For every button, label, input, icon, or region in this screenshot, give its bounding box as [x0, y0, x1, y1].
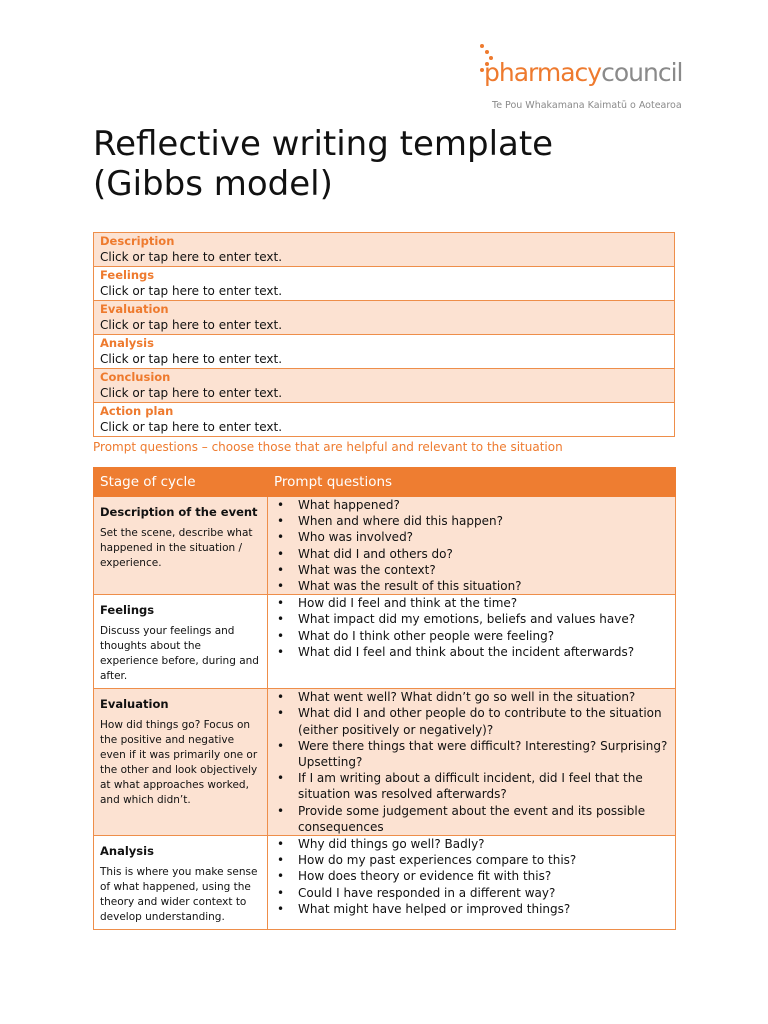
entry-text-field[interactable]: Click or tap here to enter text. [100, 318, 283, 332]
logo-word-part1: pharmacy [484, 58, 602, 87]
stage-row-description [94, 497, 676, 595]
logo-wordmark [484, 58, 682, 87]
pharmacy-council-logo [478, 42, 683, 114]
entry-row-feelings [94, 267, 675, 301]
question-item: • When and where did this happen? [274, 513, 669, 529]
stage-name: Evaluation [100, 697, 169, 712]
question-list [268, 836, 675, 917]
question-item: • Could I have responded in a different way? [274, 885, 669, 901]
question-list [268, 497, 675, 594]
entry-text-field[interactable]: Click or tap here to enter text. [100, 284, 283, 298]
stage-row-feelings [94, 595, 676, 689]
entry-text-field[interactable]: Click or tap here to enter text. [100, 352, 283, 366]
stage-prompt-table [93, 467, 676, 930]
entry-label: Analysis [100, 336, 154, 350]
question-item: • Provide some judgement about the event and its possible consequences [274, 803, 669, 835]
stage-row-evaluation [94, 689, 676, 836]
question-item: • What went well? What didn’t go so well in the situation? [274, 689, 669, 705]
stage-table-header [94, 468, 676, 497]
logo-tagline: Te Pou Whakamana Kaimatū o Aotearoa [492, 100, 682, 111]
question-item: • If I am writing about a difficult incident, did I feel that the situation was resolved afterwards? [274, 770, 669, 802]
entry-row-description [94, 233, 675, 267]
stage-name: Analysis [100, 844, 154, 859]
header-prompt-questions: Prompt questions [268, 468, 676, 497]
entry-label: Conclusion [100, 370, 171, 384]
entry-label: Feelings [100, 268, 155, 282]
entry-row-conclusion [94, 369, 675, 403]
question-item: • How did I feel and think at the time? [274, 595, 669, 611]
prompt-note: Prompt questions – choose those that are helpful and relevant to the situation [93, 440, 563, 454]
entry-row-analysis [94, 335, 675, 369]
stage-description: Set the scene, describe what happened in the situation / experience. [100, 527, 253, 569]
entry-text-field[interactable]: Click or tap here to enter text. [100, 420, 283, 434]
stage-row-analysis [94, 836, 676, 930]
stage-description: This is where you make sense of what happened, using the theory and wider context to develop understanding. [100, 866, 258, 924]
question-item: • What did I and other people do to contribute to the situation (either positively or negatively)? [274, 705, 669, 737]
entry-label: Action plan [100, 404, 174, 418]
title-line-2: (Gibbs model) [93, 164, 333, 204]
question-item: • How does theory or evidence fit with this? [274, 868, 669, 884]
question-item: • What was the result of this situation? [274, 578, 669, 594]
question-list [268, 595, 675, 660]
stage-name: Feelings [100, 603, 155, 618]
stage-name: Description of the event [100, 505, 258, 519]
question-item: • What did I feel and think about the incident afterwards? [274, 644, 669, 660]
question-item: • Why did things go well? Badly? [274, 836, 669, 852]
entry-label: Evaluation [100, 302, 169, 316]
question-item: • What happened? [274, 497, 669, 513]
entry-row-evaluation [94, 301, 675, 335]
question-item: • How do my past experiences compare to this? [274, 852, 669, 868]
question-list [268, 689, 675, 835]
question-item: • What might have helped or improved things? [274, 901, 669, 917]
question-item: • What was the context? [274, 562, 669, 578]
header-stage-of-cycle: Stage of cycle [94, 468, 268, 497]
entry-row-action-plan [94, 403, 675, 437]
entry-label: Description [100, 234, 175, 248]
stage-description: Discuss your feelings and thoughts about the experience before, during and after. [100, 625, 259, 683]
question-item: • Who was involved? [274, 529, 669, 545]
title-line-1: Reflective writing template [93, 124, 554, 164]
entry-text-field[interactable]: Click or tap here to enter text. [100, 386, 283, 400]
question-item: • What did I and others do? [274, 546, 669, 562]
question-item: • Were there things that were difficult? Interesting? Surprising? Upsetting? [274, 738, 669, 770]
entry-text-field[interactable]: Click or tap here to enter text. [100, 250, 283, 264]
question-item: • What do I think other people were feeling? [274, 628, 669, 644]
page-title [93, 124, 693, 204]
logo-word-part2: council [601, 58, 683, 87]
stage-description: How did things go? Focus on the positive and negative even if it was primarily one or the other and look objectively at what approaches worked, and which didn’t. [100, 719, 258, 807]
question-item: • What impact did my emotions, beliefs and values have? [274, 611, 669, 627]
reflection-entry-table [93, 232, 675, 437]
